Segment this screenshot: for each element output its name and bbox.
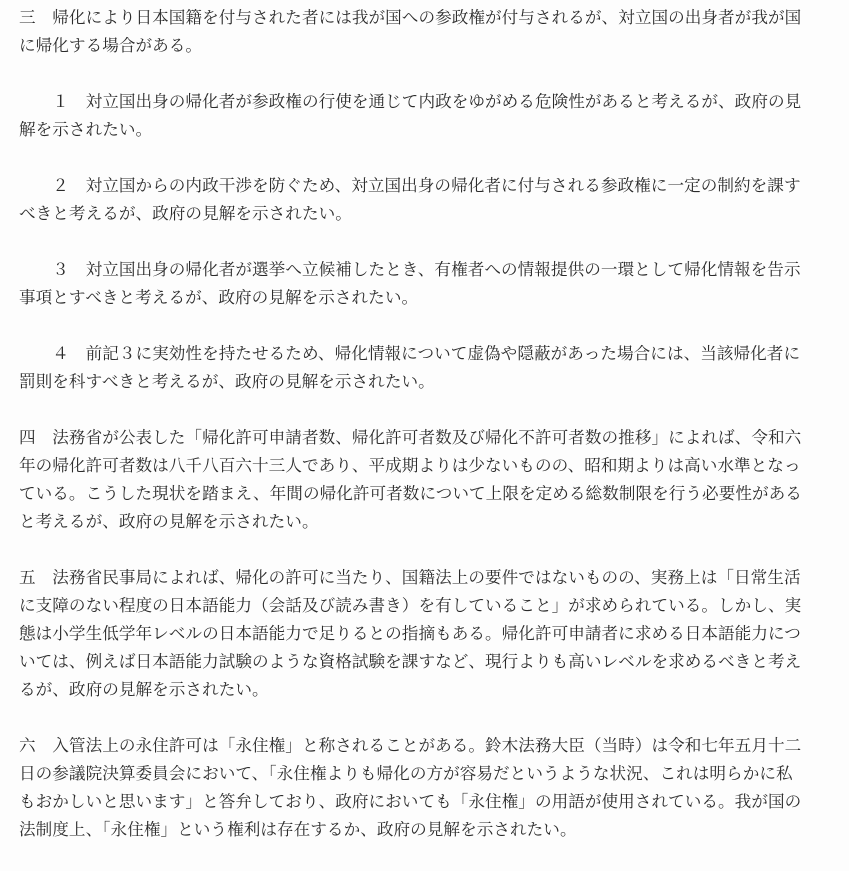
paragraph-section-6: 六 入管法上の永住許可は「永住権」と称されることがある。鈴木法務大臣（当時）は令和七年五月十二日の参議院決算委員会において、「永住権よりも帰化の方が容易だというような状況、これは明らかに私もおかしいと思います」と答弁しており、政府においても「永住権」の用語が使用されている。我が国の法制度上、「永住権」という権利は存在するか、政府の見解を示されたい。 (19, 736, 802, 839)
paragraph-item-3: ３ 対立国出身の帰化者が選挙へ立候補したとき、有権者への情報提供の一環として帰化情報を告示事項とすべきと考えるが、政府の見解を示されたい。 (19, 260, 801, 307)
paragraph-section-5: 五 法務省民事局によれば、帰化の許可に当たり、国籍法上の要件ではないものの、実務上は「日常生活に支障のない程度の日本語能力（会話及び読み書き）を有していること」が求められている。しかし、実態は小学生低学年レベルの日本語能力で足りるとの指摘もある。帰化許可申請者に求める日本語能力については、例えば日本語能力試験のような資格試験を課すなど、現行よりも高いレベルを求めるべきと考えるが、政府の見解を示されたい。 (19, 568, 802, 699)
paragraph-section-3: 三 帰化により日本国籍を付与された者には我が国への参政権が付与されるが、対立国の出身者が我が国に帰化する場合がある。 (19, 8, 802, 55)
paragraph-item-1: １ 対立国出身の帰化者が参政権の行使を通じて内政をゆがめる危険性があると考えるが、政府の見解を示されたい。 (19, 92, 802, 139)
paragraph-section-4: 四 法務省が公表した「帰化許可申請者数、帰化許可者数及び帰化不許可者数の推移」によれば、令和六年の帰化許可者数は八千八百六十三人であり、平成期よりは少ないものの、昭和期よりは高い水準となっている。こうした現状を踏まえ、年間の帰化許可者数について上限を定める総数制限を行う必要性があると考えるが、政府の見解を示されたい。 (19, 428, 802, 531)
document-body (19, 4, 809, 844)
paragraph-item-4: ４ 前記３に実効性を持たせるため、帰化情報について虚偽や隠蔽があった場合には、当該帰化者に罰則を科すべきと考えるが、政府の見解を示されたい。 (19, 344, 801, 391)
paragraph-item-2: ２ 対立国からの内政干渉を防ぐため、対立国出身の帰化者に付与される参政権に一定の制約を課すべきと考えるが、政府の見解を示されたい。 (19, 176, 801, 223)
